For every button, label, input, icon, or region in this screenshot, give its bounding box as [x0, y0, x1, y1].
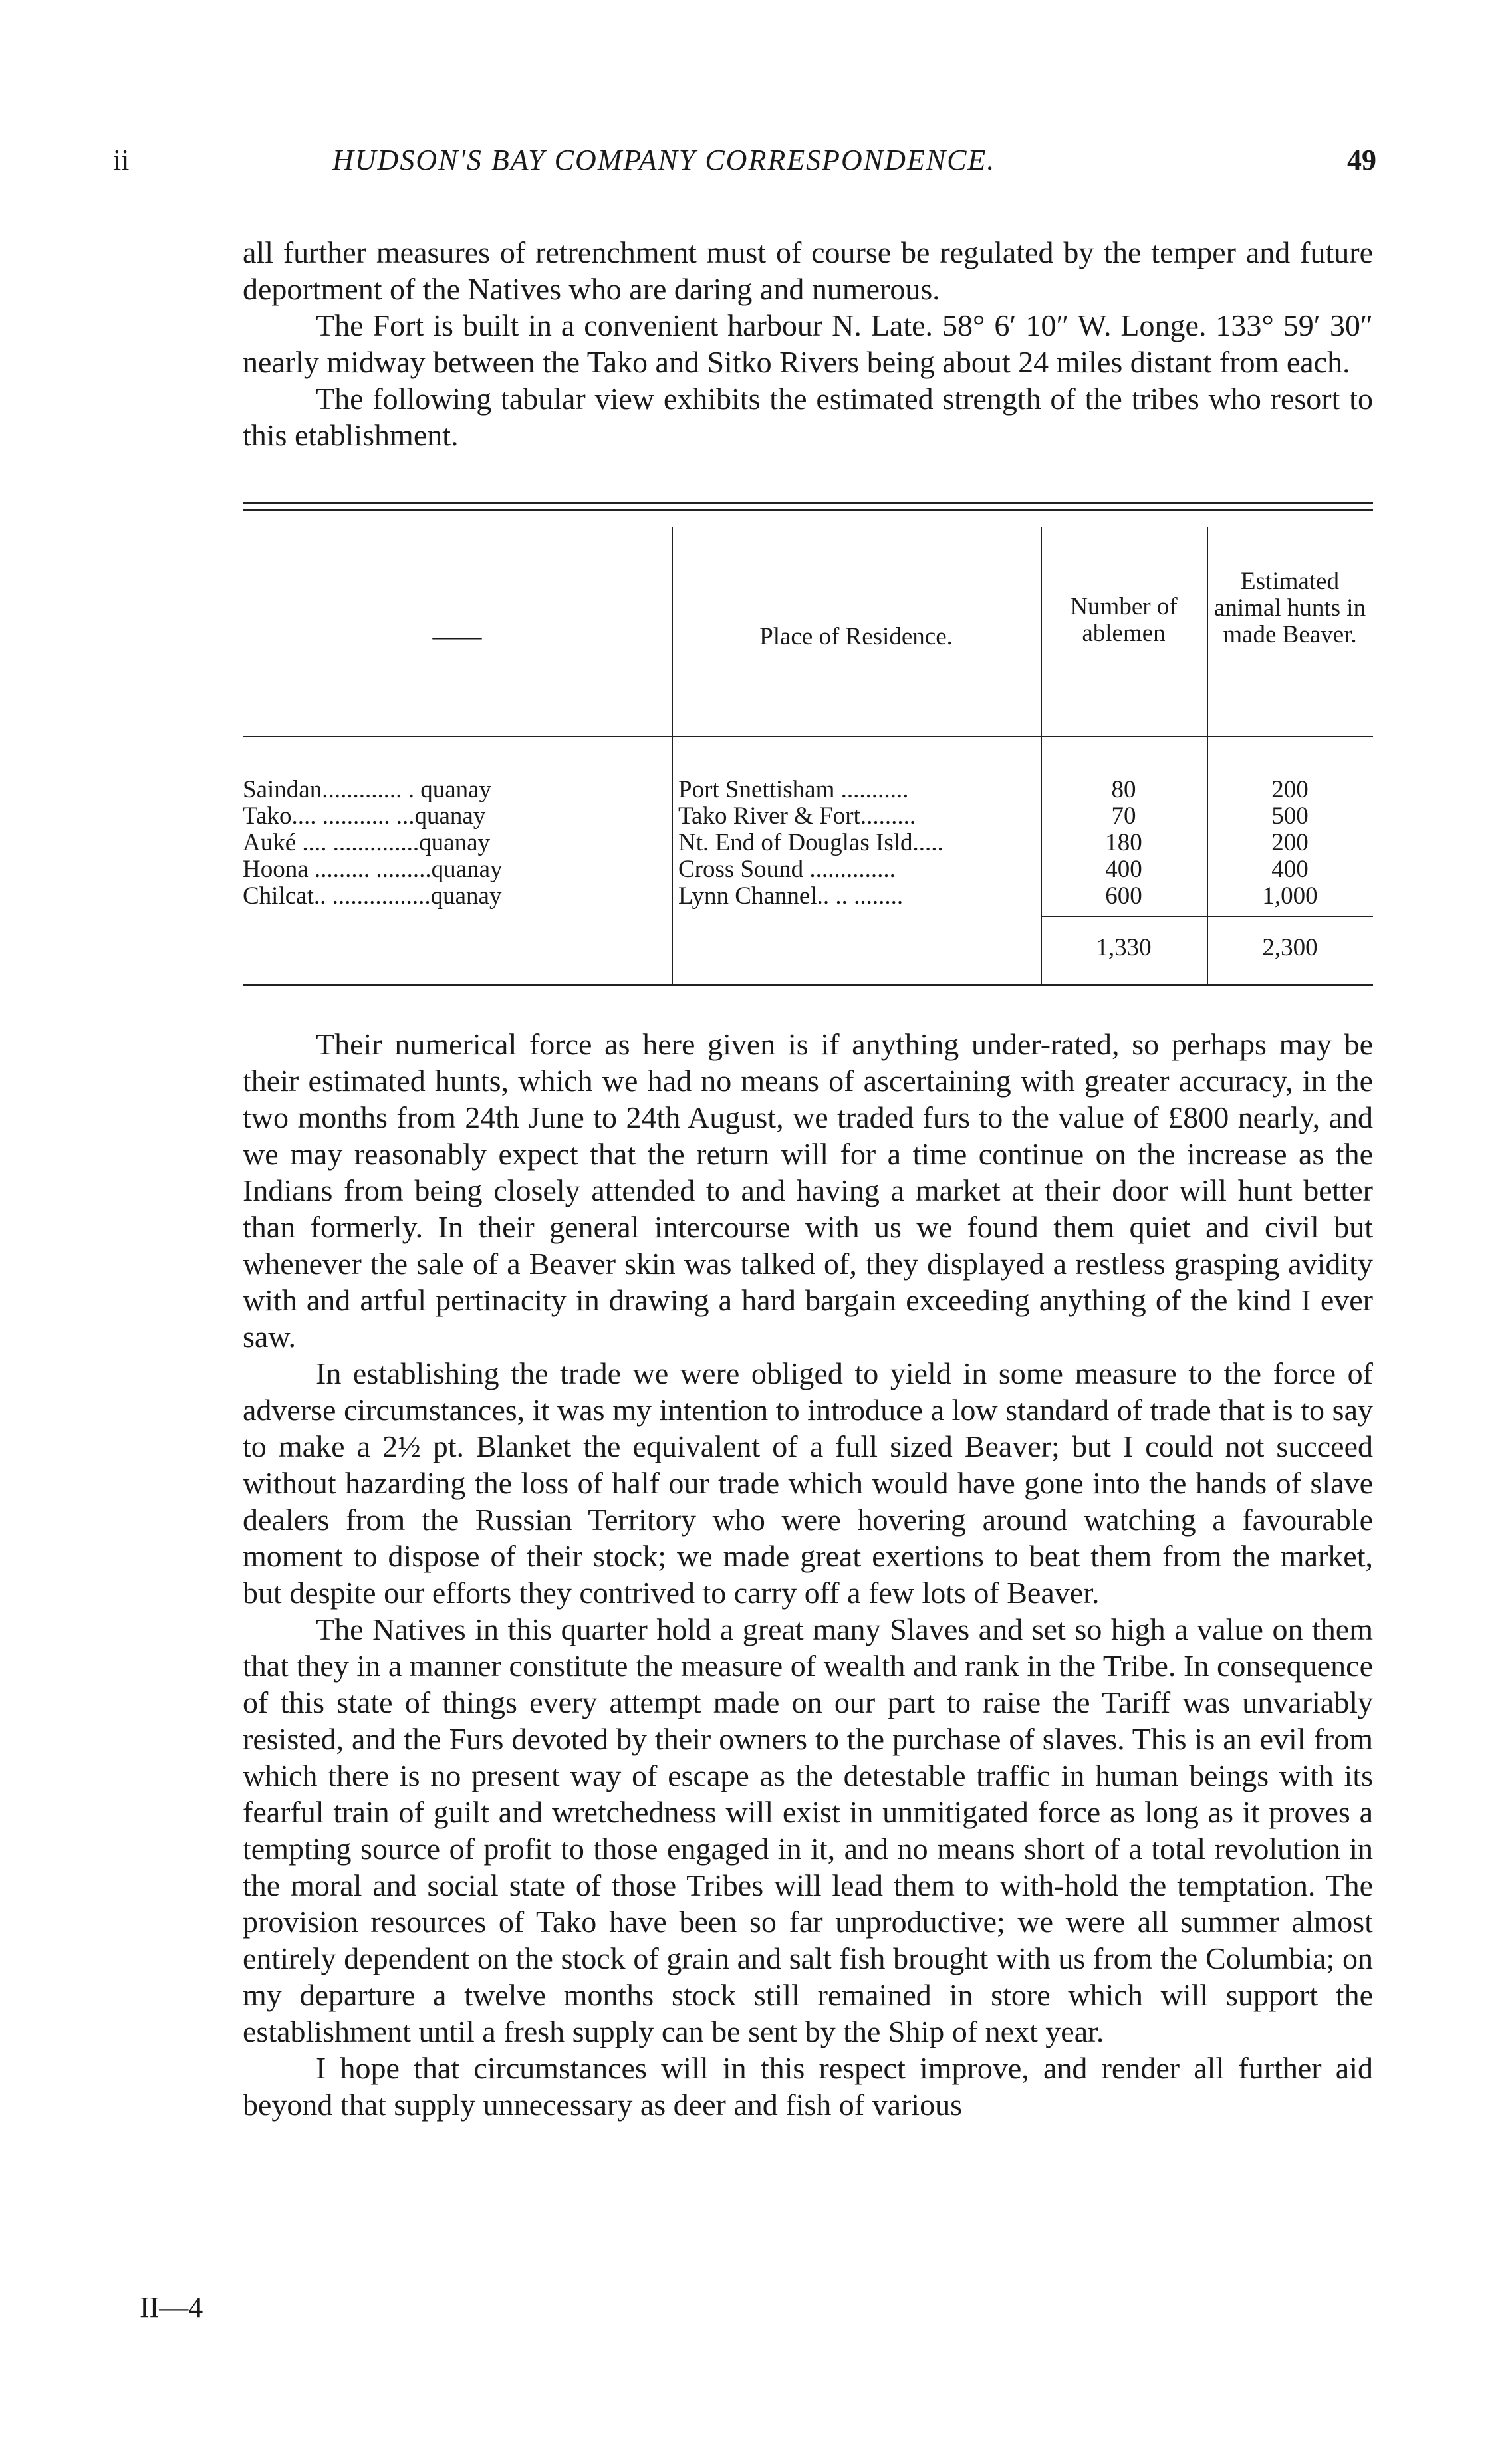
hunts-cell: 1,000: [1262, 882, 1318, 910]
header-tribe: ——: [432, 623, 482, 650]
page-number: 49: [1347, 144, 1376, 176]
running-title: HUDSON'S BAY COMPANY CORRESPONDENCE.: [332, 144, 996, 176]
paragraph: The Fort is built in a convenient harbour N. Late. 58° 6′ 10″ W. Longe. 133° 59′ 30″ nearly midway between the Tako and Sitko Rivers being about 24 miles distant from each.: [243, 308, 1373, 379]
table-rule: [243, 509, 1373, 511]
residence-cell: Cross Sound ..............: [678, 856, 896, 883]
residence-cell: Port Snettisham ...........: [678, 776, 909, 803]
hunts-cell: 500: [1271, 802, 1309, 830]
ablemen-cell: 80: [1111, 776, 1136, 803]
table-row: [243, 856, 1373, 884]
header-ablemen: Number of ablemen: [1070, 593, 1178, 647]
paragraph: I hope that circumstances will in this respect improve, and render all further aid beyond that supply unnecessary as deer and fish of various: [243, 2051, 1373, 2122]
body-text: [243, 1026, 1373, 2123]
ablemen-cell: 600: [1105, 882, 1142, 910]
paragraph: The following tabular view exhibits the estimated strength of the tribes who resort to this etablishment.: [243, 382, 1373, 452]
paragraph: all further measures of retrenchment must of course be regulated by the temper and future deportment of the Natives who are daring and numerous.: [243, 235, 1373, 306]
residence-cell: Nt. End of Douglas Isld.....: [678, 829, 944, 856]
table-rule: [243, 984, 1373, 986]
hunts-cell: 200: [1271, 776, 1309, 803]
table-rule: [243, 736, 1373, 737]
tribe-cell: Auké .... ..............quanay: [243, 829, 490, 856]
intro-text: [243, 234, 1373, 453]
residence-cell: Tako River & Fort.........: [678, 802, 916, 830]
ablemen-cell: 400: [1105, 856, 1142, 883]
table-row: [243, 829, 1373, 857]
ablemen-cell: 70: [1111, 802, 1136, 830]
header-residence: Place of Residence.: [759, 623, 953, 650]
table-row: [243, 802, 1373, 830]
tribes-table: [243, 502, 1373, 987]
paragraph: In establishing the trade we were obliged to yield in some measure to the force of adverse circumstances, it was my intention to introduce a low standard of trade that is to say to make a 2½ pt. Blanket the equivalent of a full sized Beaver; but I could not succeed without hazarding the loss of half our trade which would have gone into the hands of slave dealers from the Russian Territory who were hovering around watching a favourable moment to dispose of their stock; we made great exertions to beat them from the market, but despite our efforts they contrived to carry off a few lots of Beaver.: [243, 1356, 1373, 1610]
table-row: [243, 776, 1373, 804]
signature-mark: II—4: [140, 2291, 203, 2324]
tribe-cell: Tako.... ........... ...quanay: [243, 802, 486, 830]
column-divider: [672, 527, 673, 985]
header-hunts: Estimated animal hunts in made Beaver.: [1213, 568, 1366, 648]
paragraph: The Natives in this quarter hold a great many Slaves and set so high a value on them that they in a manner constitute the measure of wealth and rank in the Tribe. In consequence of this state of things every attempt made on our part to raise the Tariff was unvariably resisted, and the Furs devoted by their owners to the purchase of slaves. This is an evil from which there is no present way of escape as the detestable traffic in human beings with its fearful train of guilt and wretchedness will exist in unmitigated force as long as it proves a tempting source of profit to those engaged in it, and no means short of a total revolution in the moral and social state of those Tribes will lead them to with-hold the temptation. The provision resources of Tako have been so far unproductive; we were all summer almost entirely dependent on the stock of grain and salt fish brought with us from the Columbia; on my departure a twelve months stock still remained in store which will support the establishment until a fresh supply can be sent by the Ship of next year.: [243, 1612, 1373, 2048]
hunts-cell: 200: [1271, 829, 1309, 856]
column-divider: [1207, 527, 1208, 985]
hunts-cell: 400: [1271, 856, 1309, 883]
table-rule: [243, 502, 1373, 504]
running-header: [113, 143, 1376, 189]
tribe-cell: Saindan............. . quanay: [243, 776, 492, 803]
tribe-cell: Hoona ......... .........quanay: [243, 856, 503, 883]
ablemen-cell: 180: [1105, 829, 1142, 856]
table-row: [243, 882, 1373, 910]
tribe-cell: Chilcat.. ................quanay: [243, 882, 502, 910]
hunts-total: 2,300: [1262, 934, 1318, 961]
residence-cell: Lynn Channel.. .. ........: [678, 882, 904, 910]
left-mark: ii: [113, 144, 130, 176]
ablemen-total: 1,330: [1096, 934, 1152, 961]
paragraph: Their numerical force as here given is if anything under-rated, so perhaps may be their estimated hunts, which we had no means of ascertaining with greater accuracy, in the two months from 24th June to 24th August, we traded furs to the value of £800 nearly, and we may reasonably expect that the return will for a time continue on the increase as the Indians from being closely attended to and having a market at their door will hunt better than formerly. In their general intercourse with us we found them quiet and civil but whenever the sale of a Beaver skin was talked of, they displayed a restless grasping avidity with and artful pertinacity in drawing a hard bargain exceeding anything of the kind I ever saw.: [243, 1027, 1373, 1354]
totals-row: [243, 934, 1373, 962]
column-divider: [1041, 527, 1042, 985]
